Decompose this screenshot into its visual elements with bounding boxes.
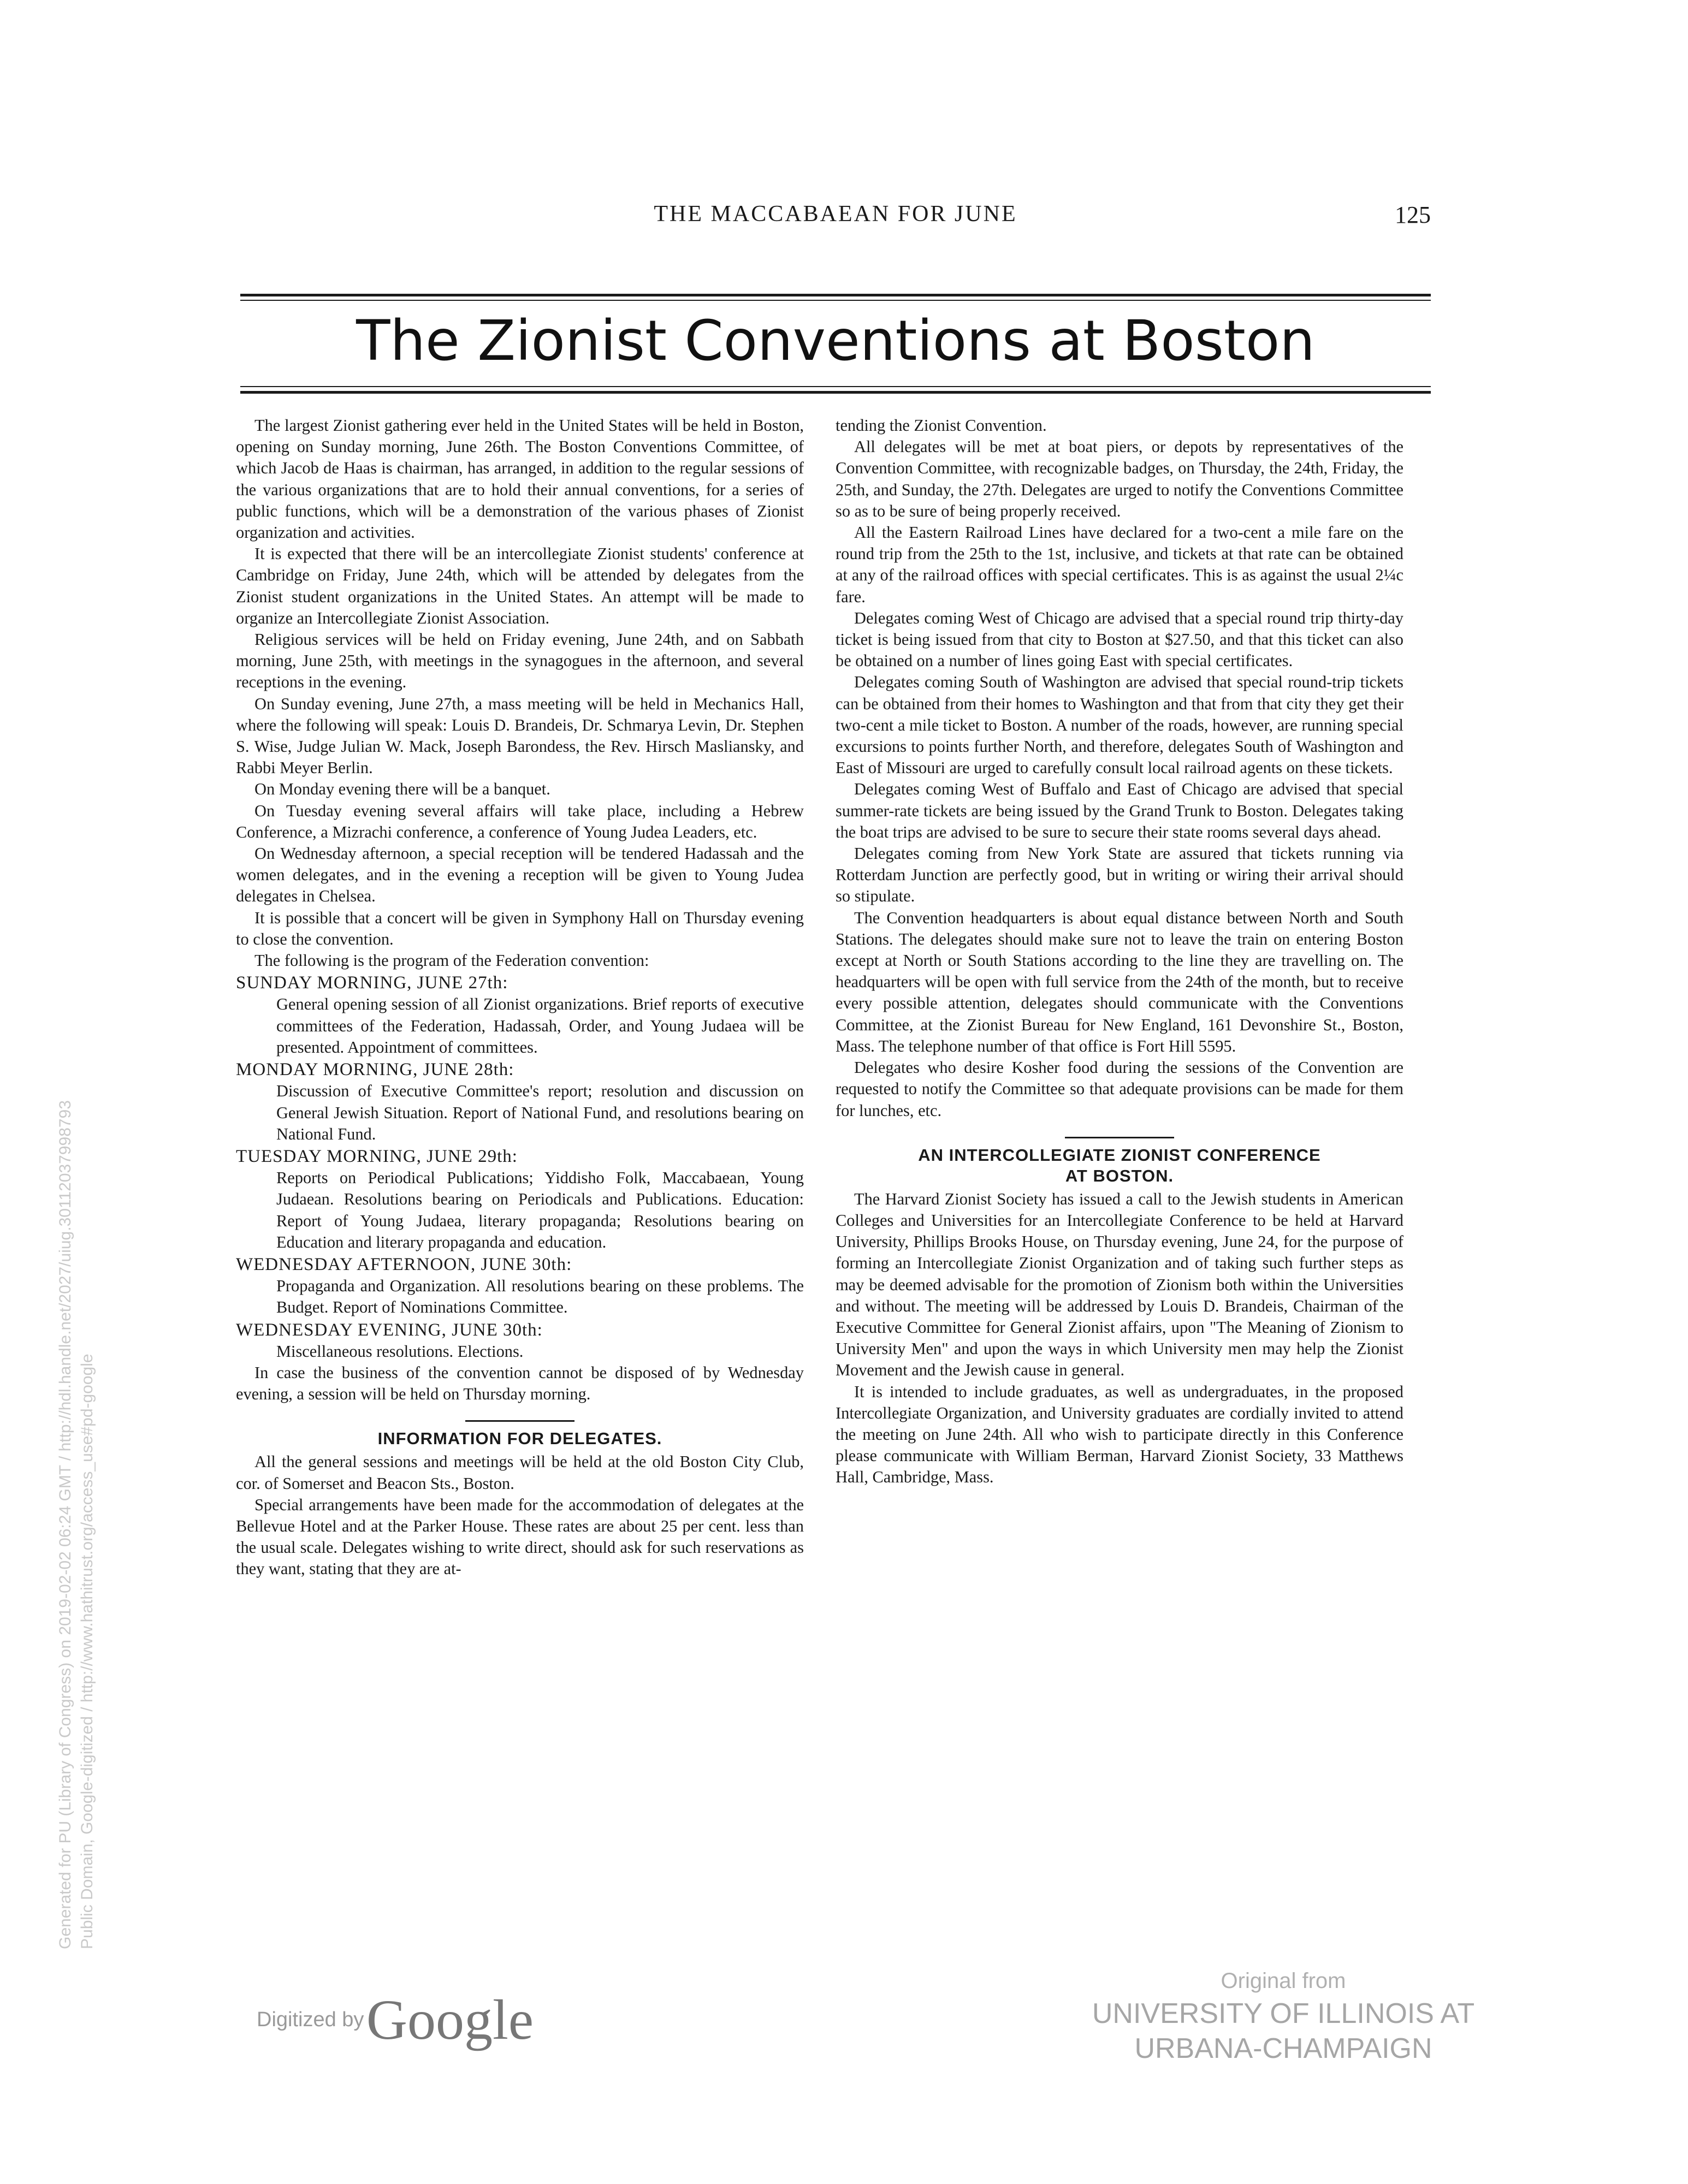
session-body: Reports on Periodical Publications; Yiddisho Folk, Maccabaean, Young Judaean. Resolutions bearing on Periodicals and Publications. Education: Report of Young Judaea, literary propaganda; Resolutions bearing on Education and literary propaganda and education. — [276, 1168, 804, 1251]
paragraph: Delegates who desire Kosher food during the sessions of the Convention are requested to notify the Committee so that adequate provisions can be made for them for lunches, etc. — [836, 1058, 1403, 1120]
title-rule-top-thick — [240, 294, 1431, 296]
paragraph: All delegates will be met at boat piers, or depots by representatives of the Convention Committee, with recognizable badges, on Thursday, the 24th, Friday, the 25th, and Sunday, the 27th. Delegates are urged to notify the Conventions Committee so as to be sure of being properly received. — [836, 437, 1403, 520]
paragraph: Delegates coming West of Chicago are advised that a special round trip thirty-day ticket is being issued from that city to Boston at $27.50, and that this ticket can also be obtained on a number of lines going East with special certificates. — [836, 608, 1403, 670]
paragraph: On Monday evening there will be a banquet. — [254, 780, 550, 799]
paragraph: Delegates coming South of Washington are advised that special round-trip tickets can be obtained from their homes to Washington and that from that city they get their two-cent a mile ticket to Boston. A number of the roads, however, are running special excursions to points further North, and therefore, delegates South of Washington and East of Missouri are urged to carefully consult local railroad agents on these tickets. — [836, 673, 1403, 778]
section-divider — [1065, 1137, 1174, 1138]
program-session — [236, 1059, 804, 1145]
paragraph: The Harvard Zionist Society has issued a call to the Jewish students in American Colleges and Universities for an Intercollegiate Conference to be held at Harvard University, Phillips Brooks House, on Thursday evening, June 24, for the purpose of forming an Intercollegiate Zionist Organization and of taking such further steps as may be deemed advisable for the promotion of Zionism both within the Universities and without. The meeting will be addressed by Louis D. Brandeis, Chairman of the Executive Committee for General Zionist affairs, upon "The Meaning of Zionism to University Men" and upon the ways in which University men may help the Zionist Movement and the Jewish cause in general. — [836, 1189, 1403, 1380]
paragraph: All the Eastern Railroad Lines have declared for a two-cent a mile fare on the round trip from the 25th to the 1st, inclusive, and tickets at that rate can be obtained at any of the railroad offices with special certificates. This is as against the usual 2¼c fare. — [836, 523, 1403, 606]
paragraph: It is expected that there will be an intercollegiate Zionist students' conference at Cambridge on Friday, June 24th, which will be attended by delegates from the Zionist student organizations in the United States. An attempt will be made to organize an Intercollegiate Zionist Association. — [236, 544, 804, 627]
article-title: The Zionist Conventions at Boston — [356, 308, 1315, 373]
paragraph: Delegates coming West of Buffalo and East of Chicago are advised that special summer-rate tickets are being issued by the Grand Trunk to Boston. Delegates taking the boat trips are advised to be sure to secure their state rooms several days ahead. — [836, 780, 1403, 841]
original-source-watermark — [1038, 1966, 1529, 2066]
session-body: Discussion of Executive Committee's report; resolution and discussion on General Jewish Situation. Report of National Fund, and resolutions bearing on National Fund. — [276, 1082, 804, 1143]
program-session — [236, 1146, 804, 1253]
section-heading-conference-line-2: AT BOSTON. — [1065, 1166, 1174, 1185]
title-rule-bottom-thick — [240, 391, 1431, 394]
paragraph: On Wednesday afternoon, a special reception will be tendered Hadassah and the women delegates, and in the evening a reception will be given to Young Judea delegates in Chelsea. — [236, 844, 804, 906]
session-heading: TUESDAY MORNING, JUNE 29th: — [236, 1146, 518, 1166]
session-heading: WEDNESDAY EVENING, JUNE 30th: — [236, 1320, 543, 1340]
paragraph: Special arrangements have been made for the accommodation of delegates at the Bellevue Hotel and at the Parker House. These rates are about 25 per cent. less than the usual scale. Delegates wishing to write direct, should ask for such reservations as they want, stating that they are at- — [236, 1495, 804, 1578]
paragraph-continuation: tending the Zionist Convention. — [836, 416, 1047, 435]
right-column — [836, 415, 1403, 1933]
section-divider — [465, 1420, 574, 1422]
running-title: THE MACCABAEAN FOR JUNE — [654, 201, 1017, 227]
session-heading: SUNDAY MORNING, JUNE 27th: — [236, 973, 508, 993]
university-name-line-2: URBANA-CHAMPAIGN — [1134, 2033, 1432, 2064]
side-watermark-line: Generated for PU (Library of Congress) on 2019-02-02 06:24 GMT / http://hdl.handle.net/2027/uiug.30112037998793 — [56, 1100, 74, 1949]
title-rule-bottom-thin — [240, 386, 1431, 387]
paragraph: On Sunday evening, June 27th, a mass meeting will be held in Mechanics Hall, where the following will speak: Louis D. Brandeis, Dr. Schmarya Levin, Dr. Stephen S. Wise, Judge Julian W. Mack, Joseph Barondess, the Rev. Hirsch Masliansky, and Rabbi Meyer Berlin. — [236, 694, 804, 778]
session-heading: MONDAY MORNING, JUNE 28th: — [236, 1060, 514, 1080]
paragraph: All the general sessions and meetings will be held at the old Boston City Club, cor. of Somerset and Beacon Sts., Boston. — [236, 1452, 804, 1493]
program-session — [236, 1320, 804, 1362]
digitized-by-label: Digitized by — [257, 2008, 364, 2031]
paragraph: On Tuesday evening several affairs will take place, including a Hebrew Conference, a Mizrachi conference, a conference of Young Judea Leaders, etc. — [236, 801, 804, 841]
paragraph: Delegates coming from New York State are assured that tickets running via Rotterdam Junction are perfectly good, but in writing or wiring their arrival should so stipulate. — [836, 844, 1403, 906]
section-heading-information: INFORMATION FOR DELEGATES. — [377, 1429, 662, 1449]
side-watermark — [55, 1100, 98, 1949]
paragraph: The largest Zionist gathering ever held in the United States will be held in Boston, opening on Sunday morning, June 26th. The Boston Conventions Committee, of which Jacob de Haas is chairman, has arranged, in addition to the regular sessions of the various organizations that are to hold their annual conventions, for a series of public functions, which will be a demonstration of the various phases of Zionist organization and activities. — [236, 416, 804, 542]
google-logo: Google — [366, 1989, 534, 2051]
session-body: General opening session of all Zionist organizations. Brief reports of executive committees of the Federation, Hadassah, Order, and Young Judaea will be presented. Appointment of committees. — [276, 995, 804, 1057]
paragraph: The Convention headquarters is about equal distance between North and South Stations. The delegates should make sure not to leave the train on entering Boston except at North or South Stations according to the line they are travelling on. The headquarters will be open with full service from the 24th of the month, but to receive every possible attention, delegates should communicate with the Conventions Committee, at the Zionist Bureau for New England, 161 Devonshire St., Boston, Mass. The telephone number of that office is Fort Hill 5595. — [836, 908, 1403, 1055]
paragraph: It is possible that a concert will be given in Symphony Hall on Thursday evening to close the convention. — [236, 908, 804, 948]
page-number: 125 — [1395, 201, 1431, 228]
google-watermark — [257, 1987, 534, 2052]
session-body: Miscellaneous resolutions. Elections. — [276, 1342, 524, 1361]
paragraph: In case the business of the convention cannot be disposed of by Wednesday evening, a session will be held on Thursday morning. — [236, 1363, 804, 1404]
session-heading: WEDNESDAY AFTERNOON, JUNE 30th: — [236, 1254, 572, 1274]
page-header — [240, 201, 1431, 239]
session-body: Propaganda and Organization. All resolutions bearing on these problems. The Budget. Report of Nominations Committee. — [276, 1277, 804, 1317]
university-name-line-1: UNIVERSITY OF ILLINOIS AT — [1092, 1998, 1475, 2029]
paragraph: The following is the program of the Federation convention: — [254, 951, 649, 970]
title-rule-top-thin — [240, 300, 1431, 301]
program-session — [236, 972, 804, 1058]
paragraph: It is intended to include graduates, as well as undergraduates, in the proposed Intercollegiate Organization, and University graduates are cordially invited to attend the meeting on June 24th. All who wish to participate directly in this Conference please communicate with William Berman, Harvard Zionist Society, 33 Matthews Hall, Cambridge, Mass. — [836, 1382, 1403, 1487]
original-from-label: Original from — [1221, 1969, 1346, 1993]
section-heading-conference: AN INTERCOLLEGIATE ZIONIST CONFERENCE — [918, 1145, 1321, 1165]
program-session — [236, 1254, 804, 1319]
paragraph: Religious services will be held on Friday evening, June 24th, and on Sabbath morning, June 25th, with meetings in the synagogues in the afternoon, and several receptions in the evening. — [236, 630, 804, 692]
side-watermark-line: Public Domain, Google-digitized / http://www.hathitrust.org/access_use#pd-google — [78, 1354, 96, 1949]
left-column — [236, 415, 804, 1933]
